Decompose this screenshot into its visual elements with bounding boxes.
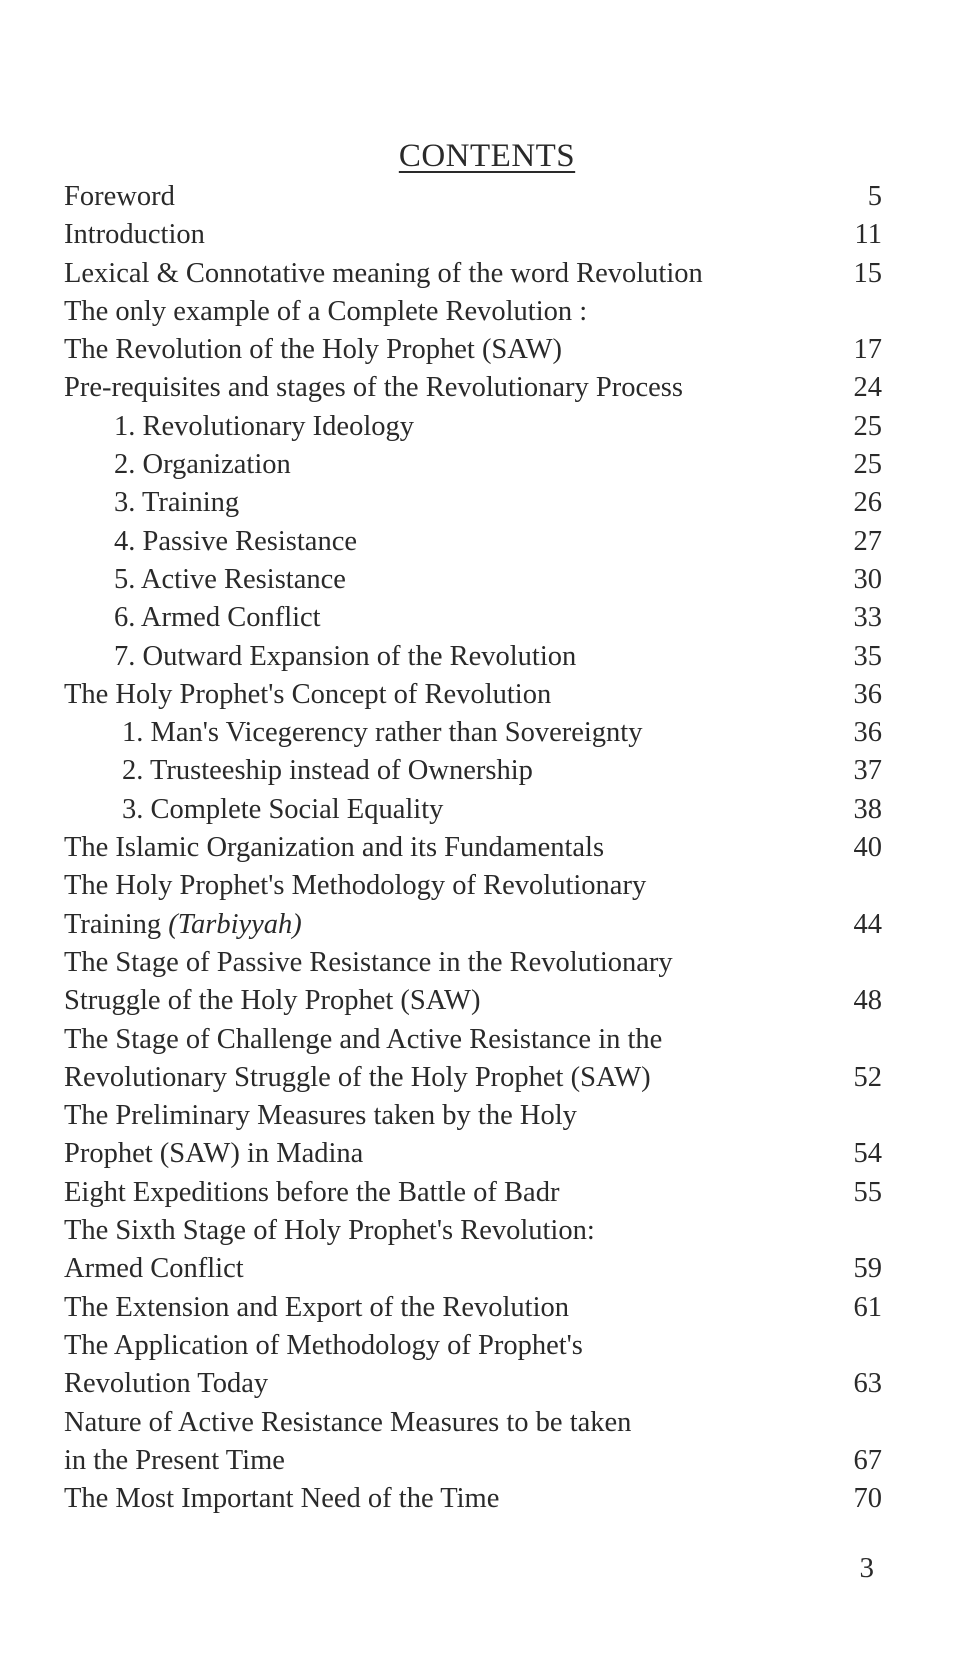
toc-entry-italic-term: (Tarbiyyah) [168, 908, 302, 940]
toc-entry-application-line2 [64, 1365, 882, 1403]
toc-entry-title: The Application of Methodology of Prophet's [64, 1329, 583, 1361]
toc-entry-page: 54 [853, 1138, 882, 1170]
toc-entry-title: Armed Conflict [64, 1253, 244, 1285]
toc-entry-page: 63 [853, 1368, 882, 1400]
toc-entry-title: The Preliminary Measures taken by the Holy [64, 1100, 577, 1132]
toc-entry-pre-requisites [64, 369, 882, 407]
toc-entry-nature-line2 [64, 1442, 882, 1480]
toc-entry-page: 27 [853, 525, 882, 557]
toc-subentry-passive-resistance [64, 523, 882, 561]
toc-entry-challenge-stage-line1 [64, 1021, 882, 1059]
toc-subentry-training [64, 484, 882, 522]
toc-entry-page: 44 [853, 908, 882, 940]
toc-entry-title: The Stage of Passive Resistance in the Revolutionary [64, 946, 673, 978]
toc-entry-concept-of-revolution [64, 676, 882, 714]
toc-entry-islamic-organization [64, 829, 882, 867]
toc-entry-most-important-need [64, 1480, 882, 1518]
toc-entry-sixth-stage-line2 [64, 1250, 882, 1288]
toc-entry-title: The Sixth Stage of Holy Prophet's Revolution: [64, 1215, 595, 1247]
toc-entry-page: 55 [853, 1176, 882, 1208]
toc-entry-page: 25 [853, 449, 882, 481]
toc-entry-only-example [64, 293, 882, 331]
toc-entry-title: The Holy Prophet's Concept of Revolution [64, 678, 552, 710]
toc-entry-title: 5. Active Resistance [114, 563, 346, 595]
toc-entry-introduction [64, 216, 882, 254]
toc-entry-title: The Stage of Challenge and Active Resistance in the [64, 1023, 663, 1055]
toc-entry-page: 5 [867, 181, 882, 212]
page-number: 3 [859, 1552, 874, 1584]
toc-entry-page: 40 [853, 832, 882, 864]
toc-subentry-armed-conflict [64, 599, 882, 637]
table-of-contents [64, 178, 882, 1518]
toc-entry-title: Eight Expeditions before the Battle of Badr [64, 1176, 560, 1208]
toc-subentry-social-equality [64, 791, 882, 829]
toc-entry-title: Foreword [64, 181, 175, 212]
toc-entry-passive-stage-line1 [64, 944, 882, 982]
toc-entry-page: 70 [853, 1483, 882, 1515]
toc-entry-page: 48 [853, 985, 882, 1017]
toc-entry-page: 17 [853, 334, 882, 366]
toc-entry-nature-line1 [64, 1404, 882, 1442]
toc-entry-challenge-stage-line2 [64, 1059, 882, 1097]
toc-entry-title: The Most Important Need of the Time [64, 1483, 500, 1515]
toc-entry-title: The only example of a Complete Revolution : [64, 295, 588, 327]
toc-entry-page: 38 [853, 793, 882, 825]
toc-entry-title: 3. Complete Social Equality [122, 793, 444, 825]
toc-entry-extension-export [64, 1289, 882, 1327]
toc-entry-title: 4. Passive Resistance [114, 525, 358, 557]
toc-entry-page: 26 [853, 487, 882, 519]
toc-entry-revolution-holy-prophet [64, 331, 882, 369]
toc-subentry-outward-expansion [64, 638, 882, 676]
toc-entry-page: 59 [853, 1253, 882, 1285]
toc-entry-title: Nature of Active Resistance Measures to be taken [64, 1406, 632, 1438]
toc-entry-title: Lexical & Connotative meaning of the word Revolution [64, 257, 703, 289]
toc-subentry-active-resistance [64, 561, 882, 599]
toc-entry-title: in the Present Time [64, 1444, 285, 1476]
toc-entry-page: 15 [853, 257, 882, 289]
toc-entry-title: Prophet (SAW) in Madina [64, 1138, 364, 1170]
toc-entry-title: The Extension and Export of the Revolution [64, 1291, 569, 1323]
toc-subentry-trusteeship [64, 752, 882, 790]
toc-subentry-organization [64, 446, 882, 484]
toc-subentry-vicegerency [64, 714, 882, 752]
toc-subentry-ideology [64, 408, 882, 446]
toc-entry-title: Revolutionary Struggle of the Holy Prophet (SAW) [64, 1061, 651, 1093]
toc-entry-title: Introduction [64, 219, 205, 251]
toc-entry-title: Training (Tarbiyyah) [64, 908, 302, 940]
toc-entry-lexical-meaning [64, 255, 882, 293]
toc-entry-page: 52 [853, 1061, 882, 1093]
toc-entry-page: 24 [853, 372, 882, 404]
toc-entry-page: 36 [853, 678, 882, 710]
toc-entry-title: The Holy Prophet's Methodology of Revolutionary [64, 870, 647, 902]
toc-entry-page: 25 [853, 410, 882, 442]
toc-entry-passive-stage-line2 [64, 982, 882, 1020]
toc-entry-title: 1. Revolutionary Ideology [114, 410, 414, 442]
toc-entry-title: 2. Trusteeship instead of Ownership [122, 755, 533, 787]
toc-entry-preliminary-line2 [64, 1135, 882, 1173]
toc-entry-page: 33 [853, 602, 882, 634]
toc-entry-foreword [64, 178, 882, 216]
toc-entry-title: The Revolution of the Holy Prophet (SAW) [64, 334, 562, 366]
toc-entry-title: 6. Armed Conflict [114, 602, 321, 634]
toc-entry-sixth-stage-line1 [64, 1212, 882, 1250]
toc-entry-title: 7. Outward Expansion of the Revolution [114, 640, 577, 672]
toc-entry-title: Revolution Today [64, 1368, 269, 1400]
toc-entry-page: 67 [853, 1444, 882, 1476]
toc-entry-page: 30 [853, 563, 882, 595]
toc-entry-title: Struggle of the Holy Prophet (SAW) [64, 985, 481, 1017]
toc-entry-title: 1. Man's Vicegerency rather than Sovereignty [122, 717, 643, 749]
toc-entry-title: The Islamic Organization and its Fundamentals [64, 832, 605, 864]
toc-entry-title: 3. Training [114, 487, 240, 519]
toc-entry-preliminary-line1 [64, 1097, 882, 1135]
contents-heading: CONTENTS [398, 138, 576, 174]
toc-entry-eight-expeditions [64, 1174, 882, 1212]
toc-entry-title: 2. Organization [114, 449, 291, 481]
toc-entry-application-line1 [64, 1327, 882, 1365]
toc-entry-page: 37 [853, 755, 882, 787]
toc-entry-title: Pre-requisites and stages of the Revolutionary Process [64, 372, 683, 404]
toc-entry-page: 11 [854, 219, 882, 251]
toc-entry-page: 35 [853, 640, 882, 672]
toc-entry-methodology-line1 [64, 867, 882, 905]
toc-entry-methodology-line2 [64, 906, 882, 944]
toc-entry-page: 61 [853, 1291, 882, 1323]
toc-entry-page: 36 [853, 717, 882, 749]
